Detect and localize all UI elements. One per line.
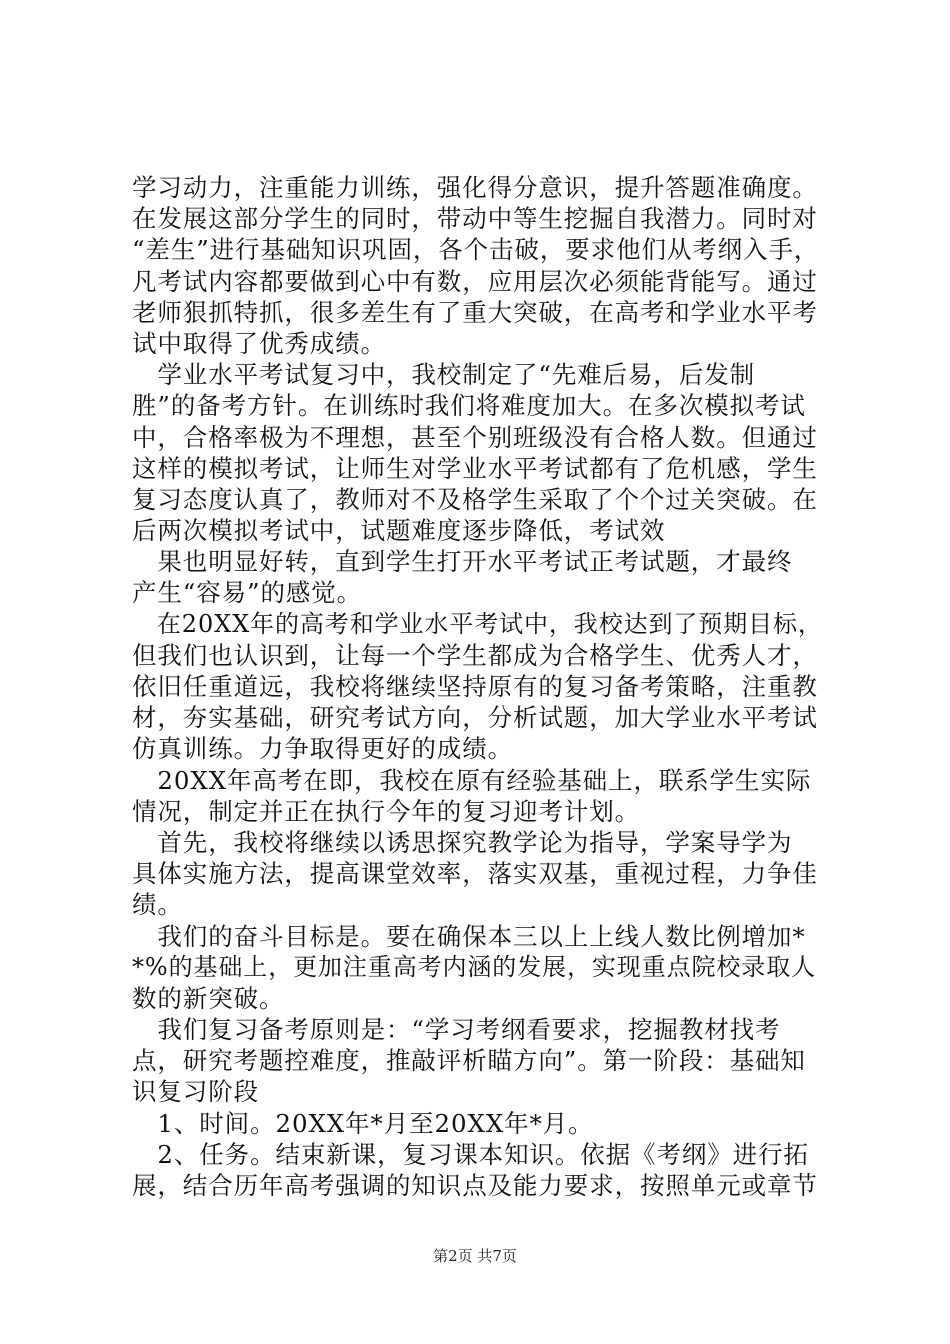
text-line: 中，合格率极为不理想，甚至个别班级没有合格人数。但通过 xyxy=(132,422,818,452)
text-line: 情况，制定并正在执行今年的复习迎考计划。 xyxy=(132,796,640,826)
text-line: 点，研究考题控难度，推敲评析瞄方向”。第一阶段：基础知 xyxy=(132,1046,806,1076)
text-line: 1、时间。20XX年*月至20XX年*月。 xyxy=(132,1108,594,1138)
text-line: 试中取得了优秀成绩。 xyxy=(132,328,386,358)
page-footer: 第2页 共7页 xyxy=(433,1247,517,1265)
text-line: 材，夯实基础，研究考试方向，分析试题，加大学业水平考试 xyxy=(132,703,818,733)
text-line: 老师狠抓特抓，很多差生有了重大突破，在高考和学业水平考 xyxy=(132,297,818,327)
text-line: *%的基础上，更加注重高考内涵的发展，实现重点院校录取人 xyxy=(132,952,817,981)
text-line: 这样的模拟考试，让师生对学业水平考试都有了危机感，学生 xyxy=(132,453,818,483)
text-line: 但我们也认识到，让每一个学生都成为合格学生、优秀人才， xyxy=(132,640,818,670)
text-line: 学业水平考试复习中，我校制定了“先难后易，后发制 xyxy=(132,360,756,390)
text-line: 我们复习备考原则是：“学习考纲看要求，挖掘教材找考 xyxy=(132,1015,781,1045)
text-line: 展，结合历年高考强调的知识点及能力要求，按照单元或章节 xyxy=(132,1171,818,1200)
text-line: 2、任务。结束新课，复习课本知识。依据《考纲》进行拓 xyxy=(132,1139,809,1169)
text-line: 20XX年高考在即，我校在原有经验基础上，联系学生实际 xyxy=(132,765,812,795)
text-line: 首先，我校将继续以诱思探究教学论为指导，学案导学为 xyxy=(132,827,793,857)
text-line: 依旧任重道远，我校将继续坚持原有的复习备考策略，注重教 xyxy=(132,672,818,701)
text-line: 具体实施方法，提高课堂效率，落实双基，重视过程，力争佳 xyxy=(132,859,818,889)
text-line: “差生”进行基础知识巩固，各个击破，要求他们从考纲入手， xyxy=(132,235,820,265)
text-line: 复习态度认真了，教师对不及格学生采取了个个过关突破。在 xyxy=(132,484,818,514)
text-line: 我们的奋斗目标是。要在确保本三以上上线人数比例增加* xyxy=(132,921,806,951)
text-line: 在发展这部分学生的同时，带动中等生挖掘自我潜力。同时对 xyxy=(132,204,818,234)
text-line: 数的新突破。 xyxy=(132,983,285,1013)
text-line: 在20XX年的高考和学业水平考试中，我校达到了预期目标， xyxy=(132,609,823,638)
text-line: 学习动力，注重能力训练，强化得分意识，提升答题准确度。 xyxy=(132,173,818,202)
text-line: 产生“容易”的感觉。 xyxy=(132,578,363,608)
text-line: 识复习阶段 xyxy=(132,1077,259,1107)
text-line: 绩。 xyxy=(132,890,183,920)
text-line: 果也明显好转，直到学生打开水平考试正考试题，才最终 xyxy=(132,547,793,577)
text-line: 胜”的备考方针。在训练时我们将难度加大。在多次模拟考试 xyxy=(132,391,806,421)
text-line: 后两次模拟考试中，试题难度逐步降低，考试效 xyxy=(132,516,666,546)
document-body xyxy=(132,172,828,1201)
text-line: 仿真训练。力争取得更好的成绩。 xyxy=(132,734,513,764)
text-line: 凡考试内容都要做到心中有数，应用层次必须能背能写。通过 xyxy=(132,266,818,296)
